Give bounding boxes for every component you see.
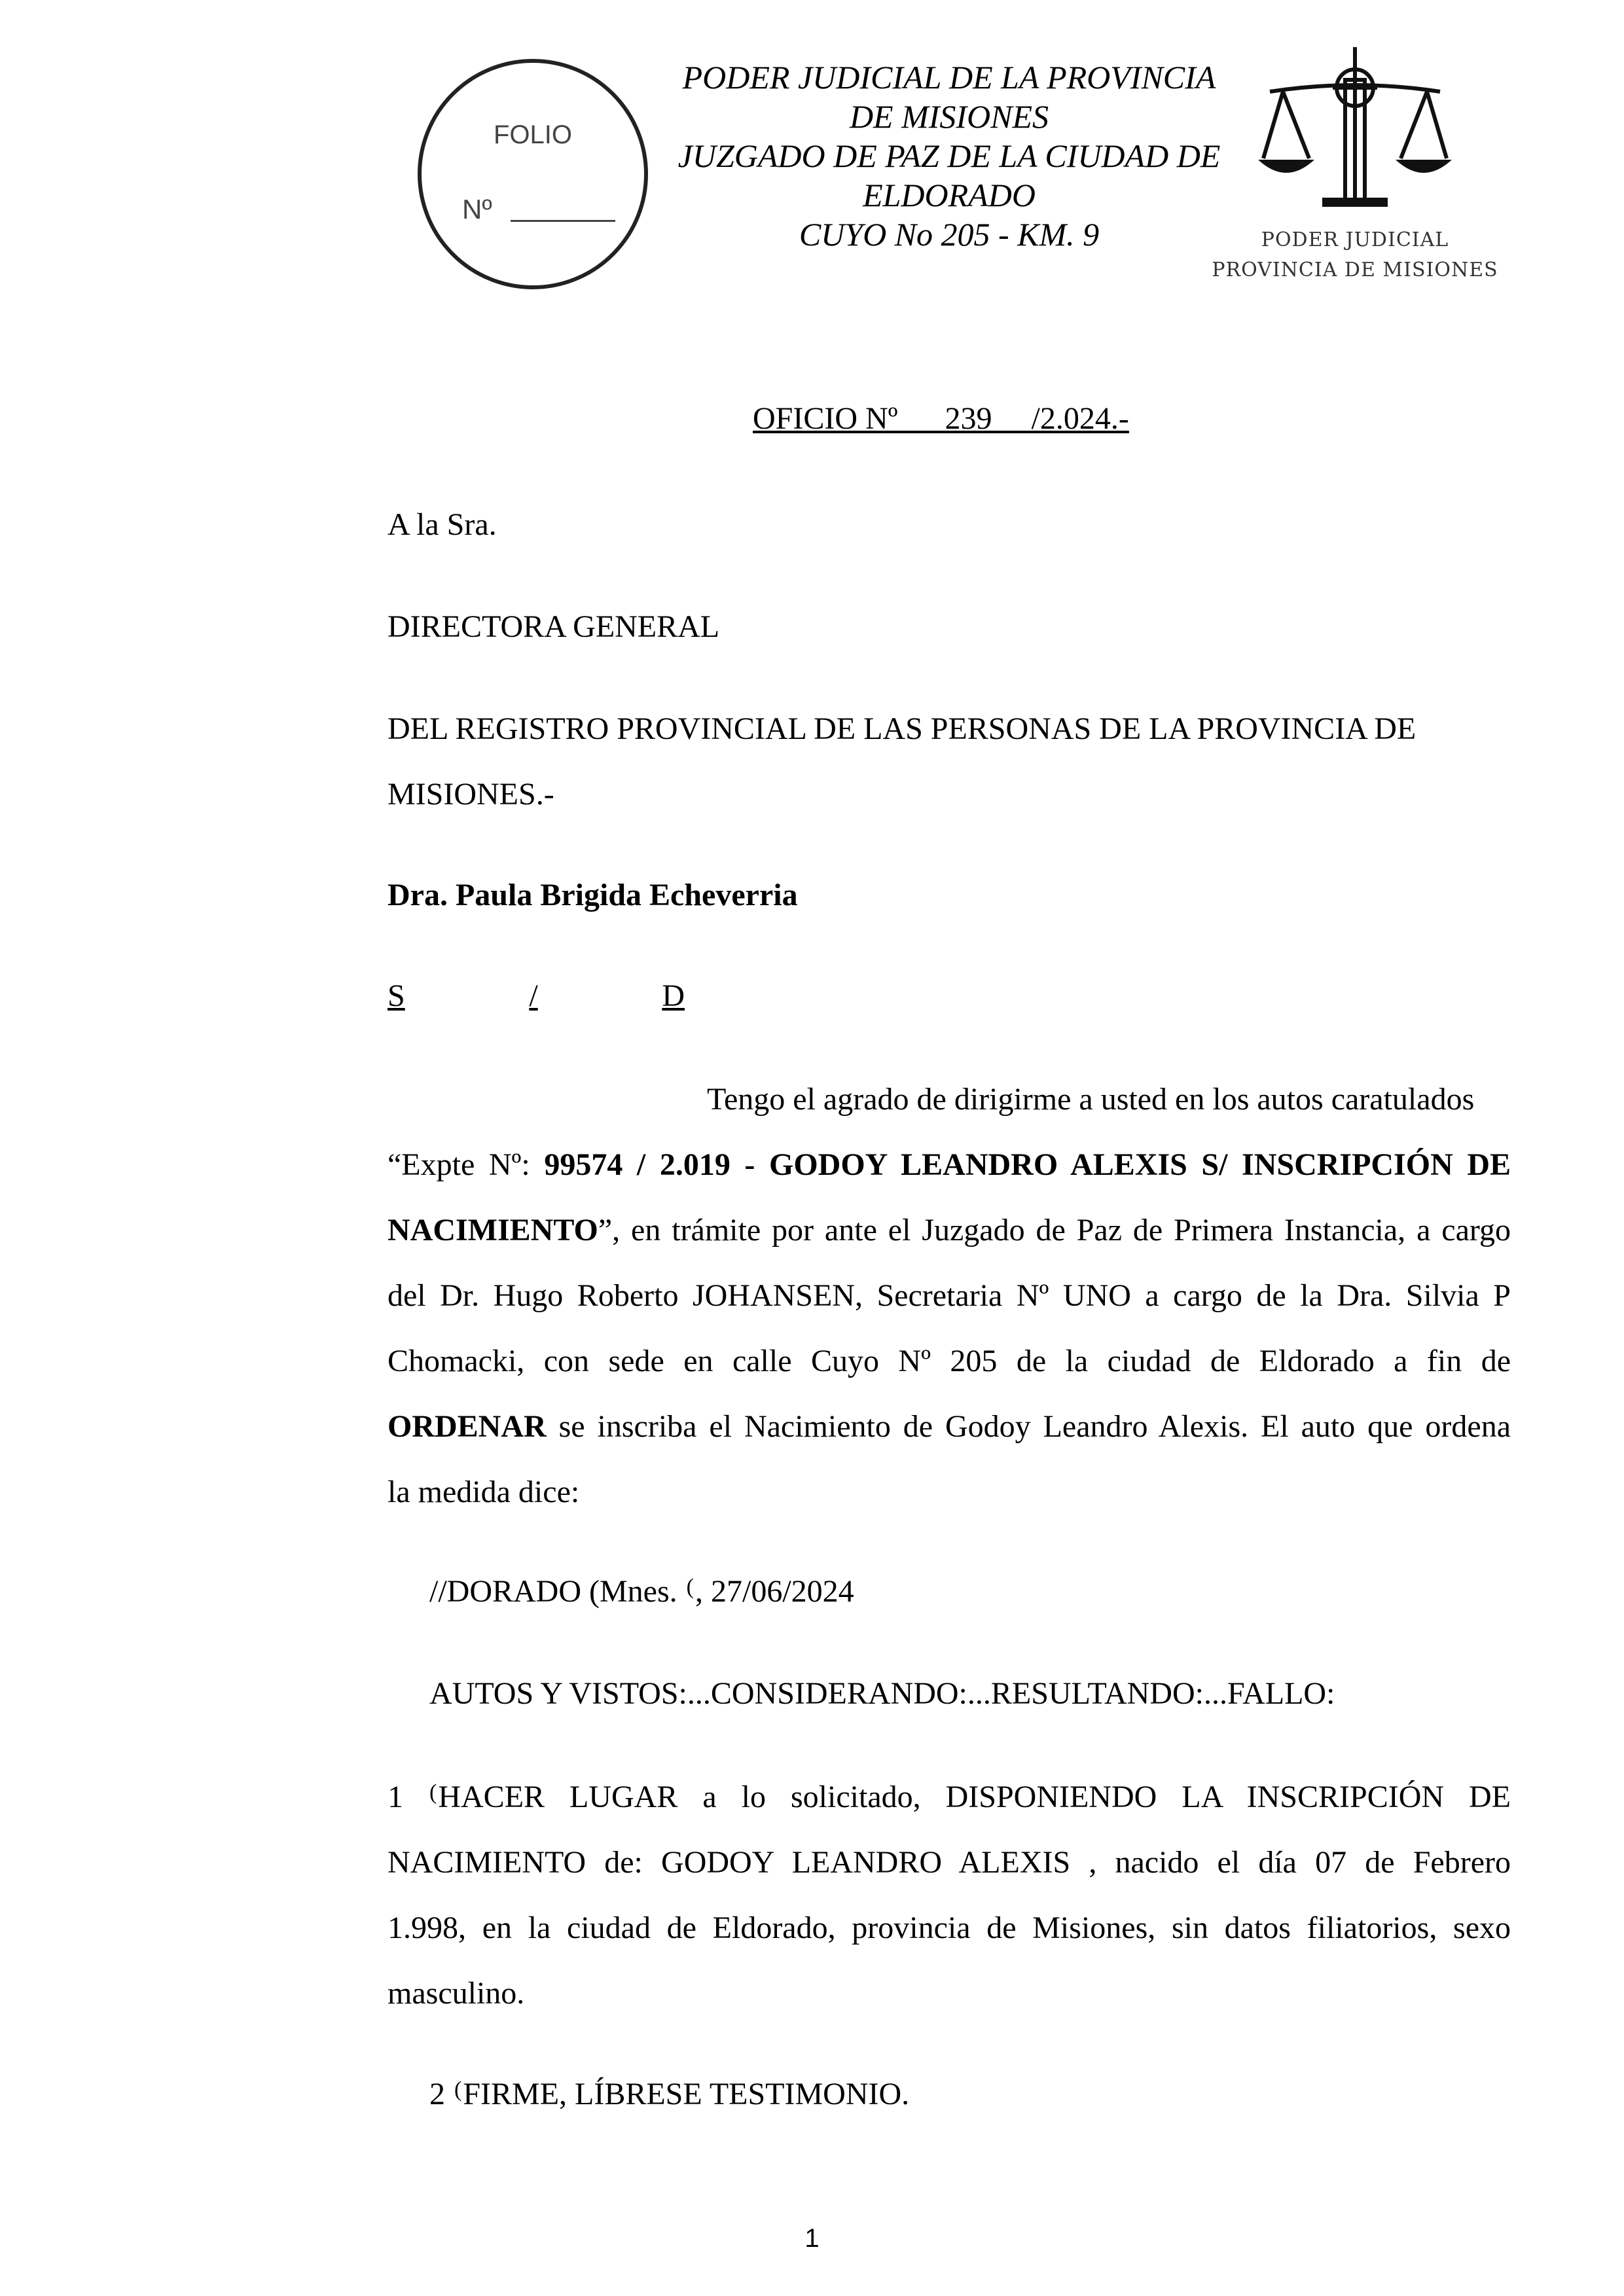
- sd-left: S: [388, 978, 405, 1013]
- body-line-6-text: se inscriba el Nacimiento de Godoy Leandro Alexis. El auto que ordena: [558, 1409, 1511, 1444]
- sd-right: D: [662, 978, 685, 1013]
- addressee-name: Dra. Paula Brigida Echeverria: [388, 878, 798, 912]
- body-line-4: del Dr. Hugo Roberto JOHANSEN, Secretaria Nº UNO a cargo de la Dra. Silvia P: [388, 1278, 1511, 1313]
- auto-vistos: AUTOS Y VISTOS:...CONSIDERANDO:...RESULTANDO:...FALLO:: [429, 1676, 1335, 1711]
- body-line-6: [388, 1408, 1511, 1444]
- body-line-7: la medida dice:: [388, 1475, 580, 1509]
- oficio-number: OFICIO Nº 239 /2.024.-: [753, 401, 1129, 436]
- addressee-org-line-2: MISIONES.-: [388, 777, 554, 812]
- item-1-number: 1: [388, 1780, 403, 1814]
- emblem-caption: [1211, 225, 1499, 285]
- emblem-caption-line-2: PROVINCIA DE MISIONES: [1212, 259, 1498, 281]
- folio-label: FOLIO: [493, 120, 573, 149]
- header-line-2: DE MISIONES: [849, 98, 1049, 135]
- header-line-5: CUYO No 205 - KM. 9: [799, 216, 1100, 253]
- resolution-item-1-line-1: [388, 1779, 1511, 1815]
- scales-of-justice-icon: [1257, 41, 1453, 211]
- folio-number-label: Nº: [462, 194, 492, 224]
- salutation: A la Sra.: [388, 507, 497, 542]
- court-header: [648, 58, 1250, 254]
- body-line-2: [388, 1147, 1511, 1183]
- addressee-org-line-1: DEL REGISTRO PROVINCIAL DE LAS PERSONAS DE LA PROVINCIA DE: [388, 711, 1416, 746]
- body-line-5: Chomacki, con sede en calle Cuyo Nº 205 de la ciudad de Eldorado a fin de: [388, 1344, 1511, 1378]
- folio-stamp: [418, 59, 648, 289]
- case-title-end: NACIMIENTO: [388, 1213, 598, 1247]
- header-line-1: PODER JUDICIAL DE LA PROVINCIA: [682, 59, 1216, 96]
- body-line-3: [388, 1212, 1511, 1248]
- item-2-text: FIRME, LÍBRESE TESTIMONIO.: [463, 2077, 910, 2111]
- item-2-paren: (: [454, 2077, 462, 2102]
- body-line-1: Tengo el agrado de dirigirme a usted en los autos caratulados: [707, 1082, 1475, 1117]
- auto-place-date: [429, 1573, 854, 1609]
- folio-number-blank: [511, 220, 615, 222]
- resolution-item-1-line-3: 1.998, en la ciudad de Eldorado, provincia de Misiones, sin datos filiatorios, sexo: [388, 1910, 1511, 1945]
- resolution-item-2: [429, 2076, 909, 2112]
- header-line-4: ELDORADO: [863, 177, 1036, 213]
- header-line-3: JUZGADO DE PAZ DE LA CIUDAD DE: [677, 137, 1221, 174]
- addressee-title: DIRECTORA GENERAL: [388, 609, 720, 644]
- auto-place: //DORADO (Mnes.: [429, 1574, 677, 1609]
- page-number: 1: [804, 2224, 820, 2253]
- item-1-paren: (: [429, 1780, 437, 1804]
- resolution-item-1-line-4: masculino.: [388, 1976, 525, 2011]
- case-number: 99574 / 2.019 - GODOY LEANDRO ALEXIS S/ INSCRIPCIÓN DE: [544, 1147, 1511, 1182]
- sd-mid: /: [529, 978, 538, 1013]
- auto-date: , 27/06/2024: [695, 1574, 854, 1609]
- su-despacho: [388, 978, 685, 1014]
- item-1-text: HACER LUGAR a lo solicitado, DISPONIENDO LA INSCRIPCIÓN DE: [438, 1780, 1511, 1814]
- auto-paren: (: [686, 1575, 694, 1599]
- resolution-item-1-line-2: NACIMIENTO de: GODOY LEANDRO ALEXIS , nacido el día 07 de Febrero: [388, 1845, 1511, 1880]
- body-line-3-text: ”, en trámite por ante el Juzgado de Paz de Primera Instancia, a cargo: [598, 1213, 1511, 1247]
- order-keyword: ORDENAR: [388, 1409, 547, 1444]
- body-line-2-prefix: “Expte Nº:: [388, 1147, 530, 1182]
- item-2-number: 2: [429, 2077, 445, 2111]
- emblem-caption-line-1: PODER JUDICIAL: [1261, 228, 1449, 251]
